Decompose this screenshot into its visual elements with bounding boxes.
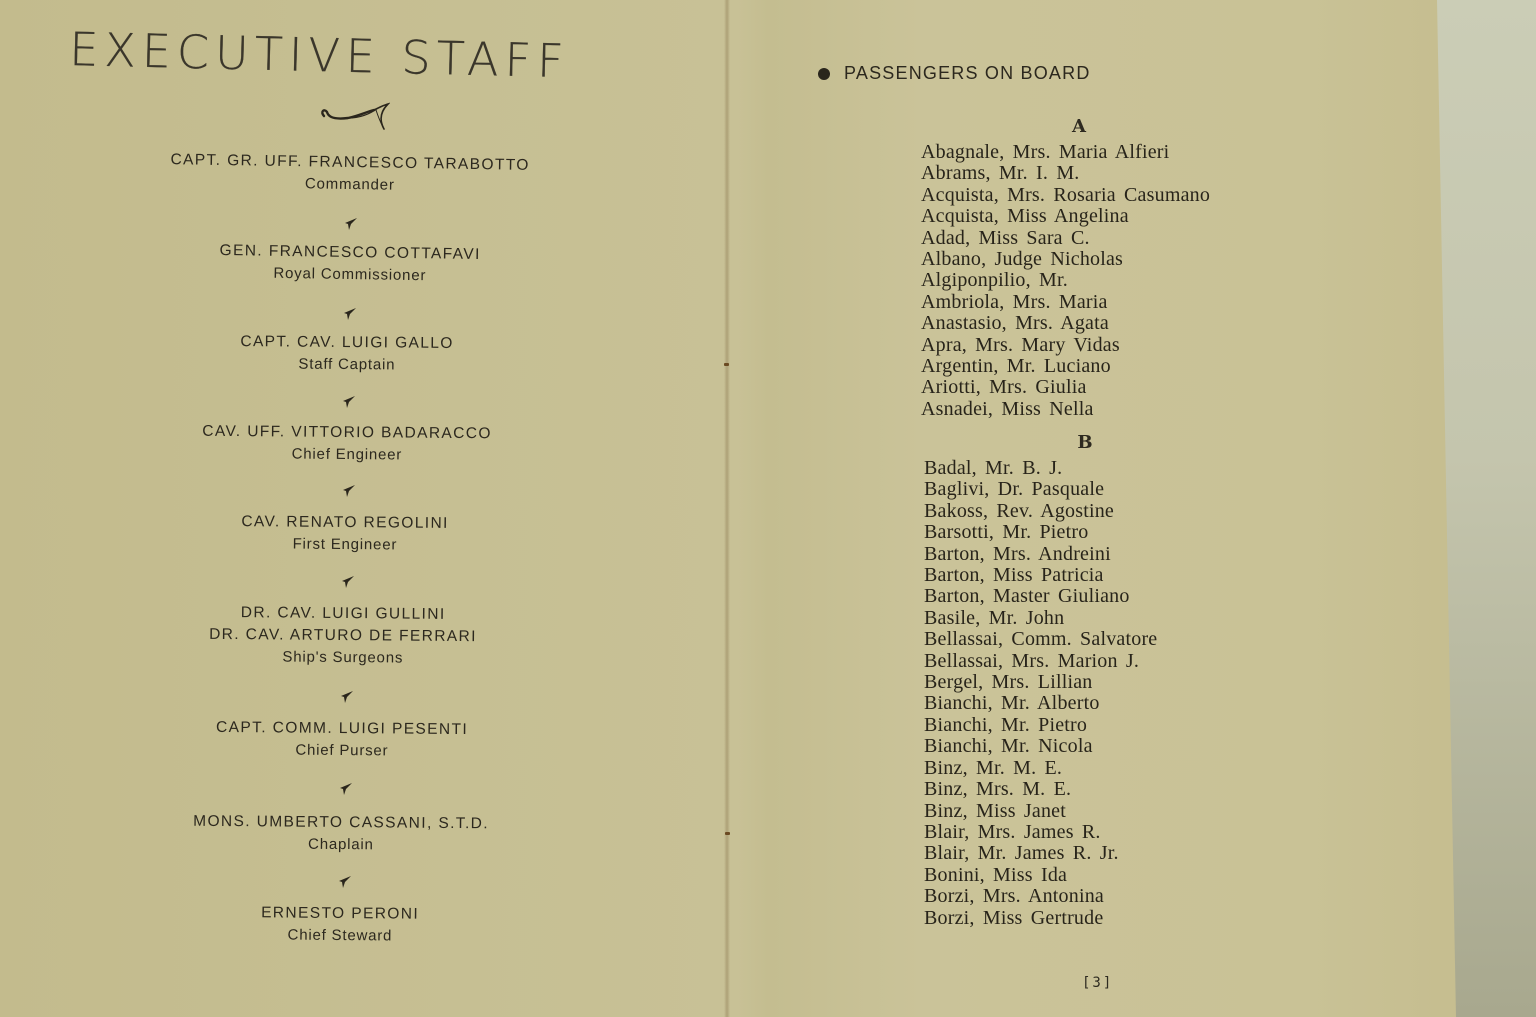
passenger-entry: Asnadei, Miss Nella [921, 397, 1094, 420]
staff-role: Chief Steward [287, 926, 393, 945]
staff-role: Commander [304, 175, 395, 194]
staff-entry [132, 716, 552, 764]
letter-heading-b: B [1077, 432, 1093, 453]
staff-name: CAPT. GR. UFF. FRANCESCO TARABOTTO [170, 151, 530, 174]
passenger-entry: Blair, Mrs. James R. [924, 820, 1101, 843]
bullet-icon [818, 68, 830, 80]
staff-entry [137, 330, 557, 378]
staff-name: CAV. RENATO REGOLINI [241, 513, 449, 532]
passenger-entry: Abagnale, Mrs. Maria Alfieri [921, 141, 1170, 163]
leaf-dart-icon [339, 782, 353, 796]
staff-name: DR. CAV. ARTURO DE FERRARI [209, 625, 477, 646]
passenger-entry: Argentin, Mr. Luciano [921, 355, 1111, 378]
passenger-entry: Ambriola, Mrs. Maria [921, 290, 1108, 313]
staff-role: Chaplain [308, 835, 374, 854]
staff-name: CAPT. CAV. LUIGI GALLO [240, 333, 454, 352]
staff-role: Chief Purser [295, 741, 389, 760]
staff-entry [130, 901, 550, 949]
staff-entry [131, 810, 551, 858]
passenger-entry: Basile, Mr. John [924, 606, 1065, 629]
page-title: EXECUTIVE STAFF [68, 22, 571, 89]
passenger-entry: Acquista, Miss Angelina [921, 205, 1129, 228]
leaf-dart-icon [342, 484, 356, 498]
passenger-entry: Abrams, Mr. I. M. [921, 162, 1080, 185]
passenger-entry: Badal, Mr. B. J. [924, 457, 1063, 479]
passenger-entry: Bellassai, Mrs. Marion J. [924, 649, 1140, 672]
passenger-entry: Bonini, Miss Ida [924, 863, 1068, 886]
passenger-entry: Borzi, Miss Gertrude [924, 906, 1104, 929]
staff-name: CAV. UFF. VITTORIO BADARACCO [202, 422, 492, 443]
passenger-entry: Ariotti, Mrs. Giulia [921, 376, 1087, 399]
staff-role: Chief Engineer [291, 445, 403, 464]
staff-name: ERNESTO PERONI [261, 904, 420, 923]
passenger-entry: Algiponpilio, Mr. [921, 269, 1068, 292]
staff-entry [133, 601, 554, 671]
passenger-entry: Barsotti, Mr. Pietro [924, 521, 1089, 544]
staff-name: GEN. FRANCESCO COTTAFAVI [219, 241, 481, 264]
passenger-entry: Baglivi, Dr. Pasquale [924, 478, 1105, 501]
passenger-list-b [924, 458, 1157, 929]
right-page [730, 0, 1450, 1017]
leaf-dart-icon [340, 690, 354, 704]
passenger-entry: Barton, Miss Patricia [924, 564, 1104, 587]
passenger-entry: Bianchi, Mr. Pietro [924, 713, 1088, 736]
passenger-entry: Bakoss, Rev. Agostine [924, 499, 1115, 522]
passenger-entry: Albano, Judge Nicholas [921, 248, 1124, 271]
passenger-entry: Binz, Miss Janet [924, 799, 1066, 822]
staff-name: CAPT. COMM. LUIGI PESENTI [216, 718, 469, 739]
passenger-entry: Barton, Master Giuliano [924, 585, 1130, 608]
staff-name: MONS. UMBERTO CASSANI, S.T.D. [193, 812, 490, 833]
leaf-dart-icon [338, 875, 352, 889]
passenger-entry: Acquista, Mrs. Rosaria Casumano [921, 183, 1211, 206]
passenger-entry: Blair, Mr. James R. Jr. [924, 842, 1119, 865]
leaf-dart-icon [343, 307, 357, 321]
staff-role: Ship's Surgeons [282, 648, 404, 667]
letter-heading-a: A [1072, 116, 1086, 137]
section-header-label: PASSENGERS ON BOARD [844, 63, 1091, 83]
passenger-entry: Apra, Mrs. Mary Vidas [921, 333, 1120, 356]
staff-name: DR. CAV. LUIGI GULLINI [240, 604, 446, 623]
staff-entry [135, 510, 555, 558]
staff-role: Royal Commissioner [273, 264, 427, 285]
leaf-dart-icon [344, 217, 358, 231]
passenger-list-a [921, 142, 1210, 420]
flourish-icon [318, 102, 390, 132]
passenger-entry: Borzi, Mrs. Antonina [924, 885, 1104, 908]
section-header [818, 63, 1091, 84]
passenger-entry: Binz, Mr. M. E. [924, 756, 1063, 779]
staff-entry [140, 239, 561, 290]
passenger-entry: Bellassai, Comm. Salvatore [924, 628, 1158, 651]
leaf-dart-icon [341, 575, 355, 589]
passenger-entry: Bianchi, Mr. Alberto [924, 692, 1100, 715]
staff-entry [137, 420, 557, 468]
passenger-entry: Anastasio, Mrs. Agata [921, 312, 1109, 335]
passenger-entry: Bianchi, Mr. Nicola [924, 735, 1093, 758]
staff-role: First Engineer [292, 535, 398, 554]
staff-entry [140, 149, 561, 200]
passenger-entry: Bergel, Mrs. Lillian [924, 671, 1093, 694]
leaf-dart-icon [342, 395, 356, 409]
page-number: [3] [1082, 975, 1114, 991]
passenger-entry: Binz, Mrs. M. E. [924, 778, 1072, 801]
passenger-entry: Barton, Mrs. Andreini [924, 542, 1111, 565]
left-page [0, 0, 725, 1017]
staff-role: Staff Captain [298, 355, 396, 374]
passenger-entry: Adad, Miss Sara C. [921, 226, 1090, 249]
